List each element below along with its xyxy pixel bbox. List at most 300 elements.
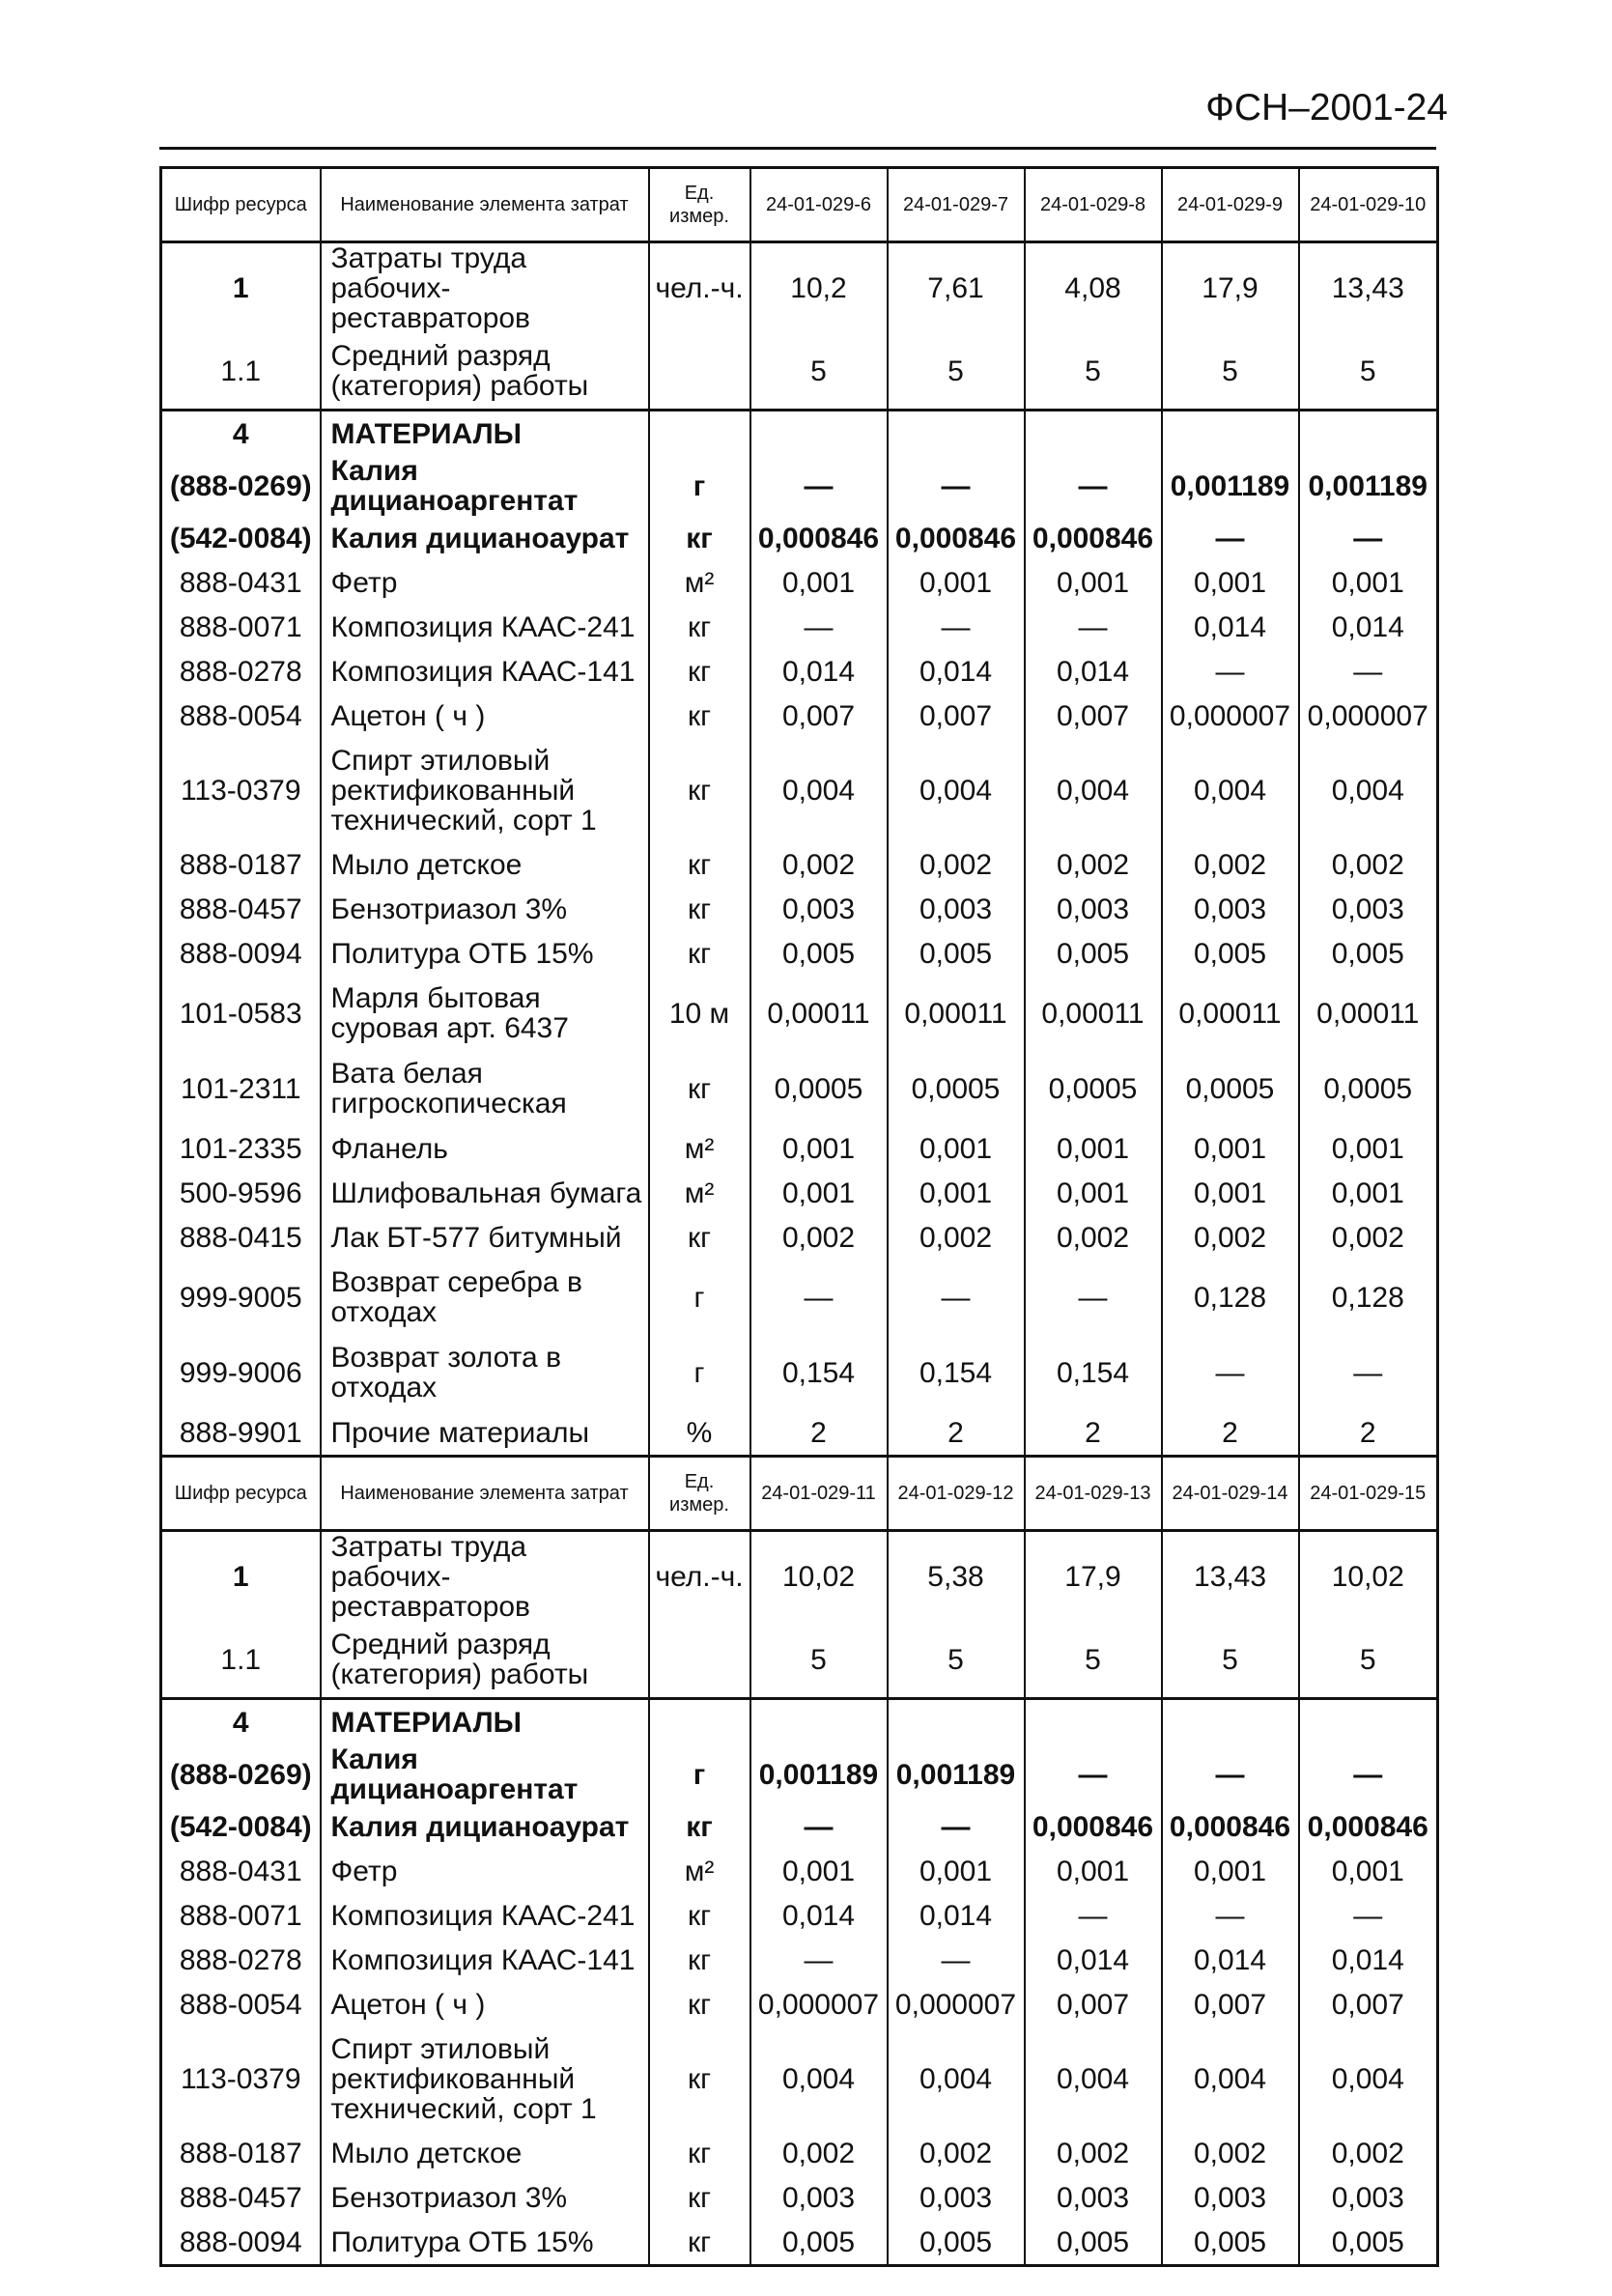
- cost-element-name: Прочие материалы: [321, 1410, 649, 1457]
- unit: кг: [649, 1982, 750, 2027]
- unit: г: [649, 1335, 750, 1410]
- norm-value: 5: [888, 1622, 1025, 1699]
- cost-element-name: Спирт этиловый ректификованный технический, сорт 1: [321, 2027, 649, 2131]
- norm-value: 0,002: [888, 2131, 1025, 2175]
- unit: г: [649, 1744, 750, 1804]
- norm-value: 0,000007: [750, 1982, 888, 2027]
- table-row: [161, 1531, 1438, 1623]
- resource-code: 888-0094: [161, 931, 321, 976]
- table-row: [161, 1804, 1438, 1849]
- norm-value: 5: [1162, 333, 1299, 411]
- norm-value: 0,001: [888, 1171, 1025, 1215]
- resource-code: 500-9596: [161, 1171, 321, 1215]
- resource-code: 888-0457: [161, 2175, 321, 2220]
- cost-element-name: Калия дицианоаурат: [321, 1804, 649, 1849]
- header-norm-code: 24-01-029-14: [1162, 1457, 1299, 1531]
- norm-value: 0,014: [1025, 1938, 1162, 1982]
- unit: кг: [649, 842, 750, 887]
- norm-value: —: [888, 605, 1025, 649]
- norm-value: 0,001: [1162, 560, 1299, 605]
- norm-value: —: [1162, 1744, 1299, 1804]
- header-name: Наименование элемента затрат: [321, 1457, 649, 1531]
- norm-value: 0,001: [1299, 1126, 1438, 1171]
- resource-code: 888-0071: [161, 1893, 321, 1938]
- unit: чел.-ч.: [649, 1531, 750, 1623]
- norm-value: 0,002: [1025, 2131, 1162, 2175]
- table-row: [161, 2131, 1438, 2175]
- norm-value: 5: [1299, 333, 1438, 411]
- norm-value: 0,002: [1299, 1215, 1438, 1260]
- norm-value: 0,001: [888, 560, 1025, 605]
- norm-value: 0,004: [750, 738, 888, 842]
- header-name: Наименование элемента затрат: [321, 168, 649, 242]
- norm-value: —: [1025, 1744, 1162, 1804]
- norm-value: 2: [750, 1410, 888, 1457]
- norm-value: 0,014: [750, 1893, 888, 1938]
- norm-value: 0,001: [1025, 1171, 1162, 1215]
- norm-value: 0,154: [888, 1335, 1025, 1410]
- norm-value: 0,002: [1299, 842, 1438, 887]
- unit: кг: [649, 931, 750, 976]
- norm-value: 0,0005: [1162, 1051, 1299, 1126]
- norm-value: 0,003: [888, 2175, 1025, 2220]
- norm-value: 2: [888, 1410, 1025, 1457]
- cost-element-name: Лак БТ-577 битумный: [321, 1215, 649, 1260]
- norm-value: 5: [750, 1622, 888, 1699]
- table-row: [161, 1215, 1438, 1260]
- norm-value: 5: [1162, 1622, 1299, 1699]
- norm-value: 13,43: [1299, 242, 1438, 334]
- norm-value: 0,002: [750, 842, 888, 887]
- norm-value: 0,002: [750, 1215, 888, 1260]
- norm-value: 0,00011: [1162, 976, 1299, 1051]
- norm-value: 0,00011: [888, 976, 1025, 1051]
- header-norm-code: 24-01-029-8: [1025, 168, 1162, 242]
- norm-value: 0,128: [1299, 1260, 1438, 1335]
- table-row: [161, 931, 1438, 976]
- header-code: Шифр ресурса: [161, 1457, 321, 1531]
- norm-value: 0,004: [750, 2027, 888, 2131]
- norm-value: 0,002: [1025, 842, 1162, 887]
- unit: кг: [649, 694, 750, 738]
- cost-element-name: Ацетон ( ч ): [321, 1982, 649, 2027]
- norm-value: 0,004: [1162, 738, 1299, 842]
- norm-value: 0,005: [1025, 931, 1162, 976]
- resource-code: 1.1: [161, 1622, 321, 1699]
- norm-value: 0,007: [1025, 1982, 1162, 2027]
- cost-element-name: Мыло детское: [321, 2131, 649, 2175]
- resource-code: 4: [161, 1699, 321, 1745]
- unit: кг: [649, 649, 750, 694]
- norm-value: 0,002: [1162, 842, 1299, 887]
- resource-code: 1.1: [161, 333, 321, 411]
- table-row: [161, 1893, 1438, 1938]
- norm-value: 0,000007: [888, 1982, 1025, 2027]
- top-rule: [159, 147, 1436, 150]
- norm-value: —: [1162, 1335, 1299, 1410]
- norm-value: 0,001189: [1299, 456, 1438, 516]
- norm-value: 5: [888, 333, 1025, 411]
- unit: кг: [649, 2131, 750, 2175]
- norm-value: [888, 1699, 1025, 1745]
- norm-value: 0,002: [888, 1215, 1025, 1260]
- unit: кг: [649, 738, 750, 842]
- norm-value: 0,000846: [1025, 516, 1162, 560]
- unit: кг: [649, 1804, 750, 1849]
- cost-element-name: Возврат золота в отходах: [321, 1335, 649, 1410]
- norm-value: [1162, 411, 1299, 457]
- norm-value: 0,005: [1162, 931, 1299, 976]
- norm-value: 0,003: [750, 2175, 888, 2220]
- resource-code: 1: [161, 242, 321, 334]
- resource-code: 101-2311: [161, 1051, 321, 1126]
- cost-element-name: МАТЕРИАЛЫ: [321, 1699, 649, 1745]
- resource-code: 101-2335: [161, 1126, 321, 1171]
- resource-code: (888-0269): [161, 1744, 321, 1804]
- norm-value: 0,003: [1025, 2175, 1162, 2220]
- norm-value: 0,005: [1299, 2220, 1438, 2266]
- cost-element-name: Бензотриазол 3%: [321, 887, 649, 931]
- norm-value: 5: [1025, 1622, 1162, 1699]
- resource-code: 4: [161, 411, 321, 457]
- resource-code: 888-0187: [161, 842, 321, 887]
- table-row: [161, 694, 1438, 738]
- table-row: [161, 1699, 1438, 1745]
- cost-element-name: Фетр: [321, 560, 649, 605]
- norm-value: 5: [1299, 1622, 1438, 1699]
- table-row: [161, 605, 1438, 649]
- resource-code: (542-0084): [161, 1804, 321, 1849]
- cost-element-name: Ацетон ( ч ): [321, 694, 649, 738]
- header-norm-code: 24-01-029-7: [888, 168, 1025, 242]
- norm-value: 0,004: [888, 738, 1025, 842]
- norm-value: 0,004: [1025, 738, 1162, 842]
- table-row: [161, 560, 1438, 605]
- resource-code: 113-0379: [161, 738, 321, 842]
- table-row: [161, 842, 1438, 887]
- unit: г: [649, 456, 750, 516]
- unit: кг: [649, 1051, 750, 1126]
- norm-value: 13,43: [1162, 1531, 1299, 1623]
- header-row: [161, 1457, 1438, 1531]
- table-row: [161, 516, 1438, 560]
- norm-value: 0,002: [1025, 1215, 1162, 1260]
- norm-value: —: [750, 1938, 888, 1982]
- norm-value: 0,003: [1025, 887, 1162, 931]
- norm-value: 0,014: [750, 649, 888, 694]
- norm-value: 0,014: [1162, 605, 1299, 649]
- norm-value: 0,007: [1025, 694, 1162, 738]
- norm-value: 0,001: [888, 1126, 1025, 1171]
- header-row: [161, 168, 1438, 242]
- norm-value: [750, 411, 888, 457]
- norm-value: 0,005: [1025, 2220, 1162, 2266]
- cost-element-name: Калия дицианоаурат: [321, 516, 649, 560]
- norm-table-2-body: [161, 1457, 1438, 2266]
- norm-value: 0,005: [1162, 2220, 1299, 2266]
- table-row: [161, 1622, 1438, 1699]
- table-row: [161, 1051, 1438, 1126]
- table-row: [161, 411, 1438, 457]
- table-row: [161, 2175, 1438, 2220]
- cost-element-name: Композиция КААС-241: [321, 605, 649, 649]
- norm-value: —: [1299, 516, 1438, 560]
- cost-element-name: Затраты труда рабочих-реставраторов: [321, 1531, 649, 1623]
- norm-value: [1299, 411, 1438, 457]
- norm-value: —: [1162, 516, 1299, 560]
- norm-value: [1162, 1699, 1299, 1745]
- norm-value: 0,001: [1299, 1849, 1438, 1893]
- header-code: Шифр ресурса: [161, 168, 321, 242]
- table-row: [161, 1335, 1438, 1410]
- cost-element-name: Вата белая гигроскопическая: [321, 1051, 649, 1126]
- unit: кг: [649, 1893, 750, 1938]
- norm-value: 0,003: [1162, 887, 1299, 931]
- resource-code: 888-9901: [161, 1410, 321, 1457]
- norm-value: 0,001: [1025, 560, 1162, 605]
- unit: кг: [649, 2027, 750, 2131]
- table-row: [161, 976, 1438, 1051]
- table-row: [161, 2220, 1438, 2266]
- norm-value: —: [888, 1260, 1025, 1335]
- norm-value: 0,000846: [1162, 1804, 1299, 1849]
- norm-value: 2: [1299, 1410, 1438, 1457]
- cost-element-name: Политура ОТБ 15%: [321, 931, 649, 976]
- resource-code: 888-0457: [161, 887, 321, 931]
- unit: кг: [649, 2220, 750, 2266]
- norm-value: 0,014: [1162, 1938, 1299, 1982]
- norm-value: —: [1162, 649, 1299, 694]
- norm-value: 0,005: [1299, 931, 1438, 976]
- norm-value: 0,001: [1162, 1849, 1299, 1893]
- norm-value: 5: [1025, 333, 1162, 411]
- norm-value: 0,001: [750, 560, 888, 605]
- resource-code: 1: [161, 1531, 321, 1623]
- norm-value: 0,154: [750, 1335, 888, 1410]
- norm-value: 0,004: [888, 2027, 1025, 2131]
- resource-code: 888-0187: [161, 2131, 321, 2175]
- norm-value: 0,000846: [750, 516, 888, 560]
- unit: кг: [649, 1938, 750, 1982]
- cost-element-name: Калия дицианоаргентат: [321, 456, 649, 516]
- resource-code: (888-0269): [161, 456, 321, 516]
- header-norm-code: 24-01-029-9: [1162, 168, 1299, 242]
- table-row: [161, 456, 1438, 516]
- norm-value: 0,007: [1162, 1982, 1299, 2027]
- cost-element-name: Мыло детское: [321, 842, 649, 887]
- norm-value: 0,003: [888, 887, 1025, 931]
- norm-value: —: [1025, 456, 1162, 516]
- table-row: [161, 1410, 1438, 1457]
- table-row: [161, 1171, 1438, 1215]
- norm-value: [888, 411, 1025, 457]
- header-norm-code: 24-01-029-12: [888, 1457, 1025, 1531]
- norm-value: 0,128: [1162, 1260, 1299, 1335]
- cost-element-name: Средний разряд (категория) работы: [321, 333, 649, 411]
- header-norm-code: 24-01-029-11: [750, 1457, 888, 1531]
- page-code: ФСН–2001-24: [1205, 87, 1448, 128]
- norm-value: 2: [1162, 1410, 1299, 1457]
- cost-element-name: МАТЕРИАЛЫ: [321, 411, 649, 457]
- norm-value: 0,014: [888, 649, 1025, 694]
- unit: кг: [649, 887, 750, 931]
- norm-value: 17,9: [1162, 242, 1299, 334]
- norm-value: 0,00011: [1025, 976, 1162, 1051]
- table-row: [161, 738, 1438, 842]
- table-row: [161, 333, 1438, 411]
- norm-value: 0,002: [1162, 1215, 1299, 1260]
- norm-value: 0,001: [750, 1849, 888, 1893]
- table-row: [161, 1982, 1438, 2027]
- resource-code: 113-0379: [161, 2027, 321, 2131]
- norm-value: 0,005: [750, 931, 888, 976]
- resource-code: 888-0094: [161, 2220, 321, 2266]
- resource-code: 101-0583: [161, 976, 321, 1051]
- norm-value: 0,001: [1162, 1171, 1299, 1215]
- table-row: [161, 1260, 1438, 1335]
- norm-value: 0,007: [888, 694, 1025, 738]
- resource-code: 888-0415: [161, 1215, 321, 1260]
- norm-value: 0,001: [888, 1849, 1025, 1893]
- table-row: [161, 887, 1438, 931]
- resource-code: 999-9005: [161, 1260, 321, 1335]
- norm-value: [1299, 1699, 1438, 1745]
- cost-element-name: Фланель: [321, 1126, 649, 1171]
- resource-code: 888-0431: [161, 560, 321, 605]
- unit: [649, 1622, 750, 1699]
- norm-value: 0,000846: [1299, 1804, 1438, 1849]
- table-row: [161, 242, 1438, 334]
- cost-element-name: Композиция КААС-141: [321, 649, 649, 694]
- unit: м²: [649, 560, 750, 605]
- norm-value: 0,0005: [1299, 1051, 1438, 1126]
- norm-value: 0,014: [1025, 649, 1162, 694]
- norm-value: 17,9: [1025, 1531, 1162, 1623]
- resource-code: 888-0278: [161, 649, 321, 694]
- norm-value: 0,003: [1162, 2175, 1299, 2220]
- cost-element-name: Композиция КААС-241: [321, 1893, 649, 1938]
- norm-value: 0,003: [1299, 2175, 1438, 2220]
- norm-value: 0,001189: [1162, 456, 1299, 516]
- resource-code: 888-0431: [161, 1849, 321, 1893]
- norm-value: 0,003: [1299, 887, 1438, 931]
- norm-value: 0,004: [1299, 738, 1438, 842]
- norm-value: —: [1299, 649, 1438, 694]
- cost-element-name: Возврат серебра в отходах: [321, 1260, 649, 1335]
- norm-value: 0,007: [1299, 1982, 1438, 2027]
- norm-value: —: [1299, 1893, 1438, 1938]
- cost-element-name: Шлифовальная бумага: [321, 1171, 649, 1215]
- norm-value: 0,0005: [750, 1051, 888, 1126]
- unit: [649, 1699, 750, 1745]
- unit: г: [649, 1260, 750, 1335]
- resource-code: (542-0084): [161, 516, 321, 560]
- norm-value: 0,002: [750, 2131, 888, 2175]
- unit: кг: [649, 516, 750, 560]
- norm-value: 0,004: [1299, 2027, 1438, 2131]
- resource-code: 888-0071: [161, 605, 321, 649]
- table-row: [161, 2027, 1438, 2131]
- norm-value: 0,002: [1299, 2131, 1438, 2175]
- norm-value: 0,000846: [1025, 1804, 1162, 1849]
- norm-value: 2: [1025, 1410, 1162, 1457]
- table-row: [161, 649, 1438, 694]
- norm-value: —: [1025, 1893, 1162, 1938]
- unit: [649, 333, 750, 411]
- norm-table-1: [159, 166, 1439, 1458]
- norm-value: 0,004: [1025, 2027, 1162, 2131]
- norm-value: 5,38: [888, 1531, 1025, 1623]
- norm-value: 0,002: [1162, 2131, 1299, 2175]
- unit: чел.-ч.: [649, 242, 750, 334]
- resource-code: 999-9006: [161, 1335, 321, 1410]
- unit: м²: [649, 1171, 750, 1215]
- norm-value: —: [888, 1938, 1025, 1982]
- unit: кг: [649, 605, 750, 649]
- norm-value: 0,000846: [888, 516, 1025, 560]
- norm-value: [1025, 411, 1162, 457]
- norm-value: 0,001: [750, 1171, 888, 1215]
- header-norm-code: 24-01-029-6: [750, 168, 888, 242]
- norm-value: 0,005: [888, 2220, 1025, 2266]
- table-row: [161, 1744, 1438, 1804]
- norm-value: 0,005: [750, 2220, 888, 2266]
- resource-code: 888-0054: [161, 694, 321, 738]
- norm-value: 0,005: [888, 931, 1025, 976]
- header-unit: Ед. измер.: [649, 1457, 750, 1531]
- norm-value: —: [1025, 605, 1162, 649]
- norm-value: 0,154: [1025, 1335, 1162, 1410]
- norm-value: 0,001189: [750, 1744, 888, 1804]
- norm-value: [1025, 1699, 1162, 1745]
- norm-value: 4,08: [1025, 242, 1162, 334]
- norm-value: [750, 1699, 888, 1745]
- norm-value: —: [750, 605, 888, 649]
- norm-value: 0,00011: [1299, 976, 1438, 1051]
- norm-table-2: [159, 1455, 1439, 2267]
- unit: кг: [649, 2175, 750, 2220]
- cost-element-name: Средний разряд (категория) работы: [321, 1622, 649, 1699]
- table-row: [161, 1938, 1438, 1982]
- norm-value: 0,014: [1299, 605, 1438, 649]
- norm-value: 0,002: [888, 842, 1025, 887]
- norm-value: 0,001189: [888, 1744, 1025, 1804]
- norm-value: —: [1299, 1744, 1438, 1804]
- norm-value: 0,003: [750, 887, 888, 931]
- table-row: [161, 1126, 1438, 1171]
- header-norm-code: 24-01-029-10: [1299, 168, 1438, 242]
- norm-value: 0,0005: [888, 1051, 1025, 1126]
- norm-value: 0,00011: [750, 976, 888, 1051]
- norm-value: 0,001: [1025, 1126, 1162, 1171]
- norm-value: 0,001: [1299, 560, 1438, 605]
- norm-value: 10,02: [750, 1531, 888, 1623]
- resource-code: 888-0054: [161, 1982, 321, 2027]
- cost-element-name: Фетр: [321, 1849, 649, 1893]
- norm-value: 10,2: [750, 242, 888, 334]
- cost-element-name: Политура ОТБ 15%: [321, 2220, 649, 2266]
- cost-element-name: Спирт этиловый ректификованный технический, сорт 1: [321, 738, 649, 842]
- norm-value: —: [1299, 1335, 1438, 1410]
- norm-value: 0,001: [750, 1126, 888, 1171]
- norm-value: 5: [750, 333, 888, 411]
- unit: кг: [649, 1215, 750, 1260]
- norm-value: —: [888, 456, 1025, 516]
- norm-value: 10,02: [1299, 1531, 1438, 1623]
- norm-value: 0,001: [1299, 1171, 1438, 1215]
- norm-value: 0,001: [1025, 1849, 1162, 1893]
- norm-value: 0,0005: [1025, 1051, 1162, 1126]
